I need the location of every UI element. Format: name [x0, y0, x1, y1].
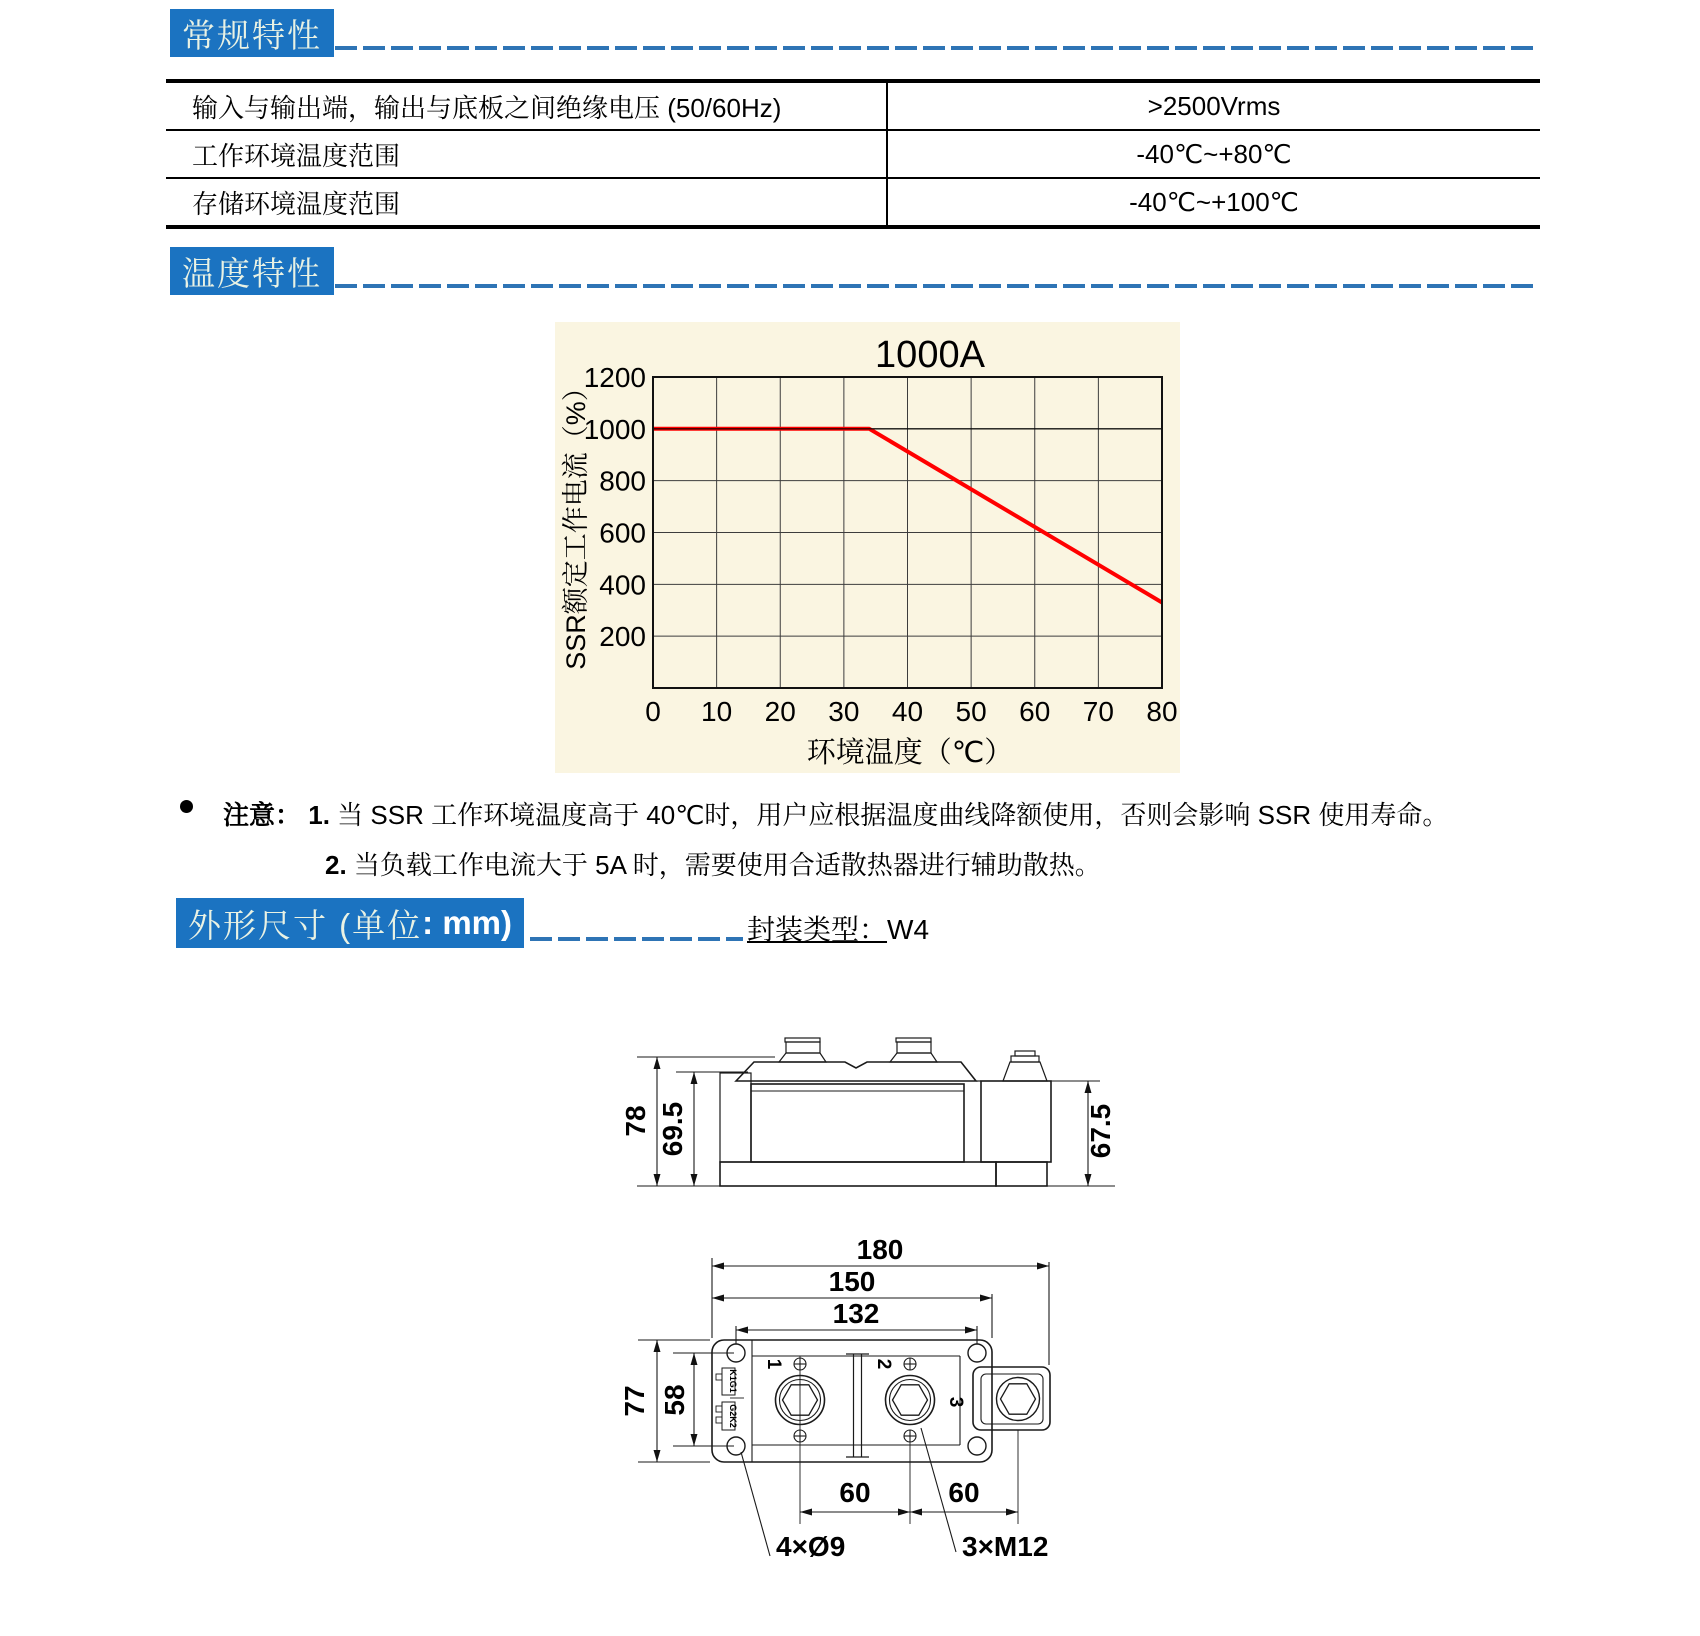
- annotation-holes: 4×Ø9: [776, 1531, 846, 1562]
- x-tick-label: 0: [645, 696, 661, 727]
- section-title-temperature: 温度特性: [182, 254, 322, 292]
- spec-label: 存储环境温度范围: [166, 179, 888, 225]
- y-tick-label: 200: [599, 621, 646, 653]
- dim-height-total: 78: [620, 1105, 651, 1137]
- dim-pitch-b: 60: [948, 1477, 980, 1508]
- top-view: [712, 1340, 1050, 1556]
- note-text-2: 当负载工作电流大于 5A 时，需要使用合适散热器进行辅助散热。: [353, 850, 1101, 880]
- spec-row: [166, 179, 1540, 229]
- annotation-threads: 3×M12: [962, 1531, 1049, 1562]
- dim-height-holes: 58: [659, 1384, 690, 1416]
- package-type-label: 封装类型：: [747, 914, 888, 945]
- section-divider-dashes: [335, 46, 1537, 50]
- section-title-dimensions: 外形尺寸 (单位: [188, 906, 423, 944]
- section-divider-dashes-short: [530, 937, 743, 941]
- dim-height-body: 69.5: [657, 1101, 688, 1157]
- note-label: 注意：: [223, 800, 302, 830]
- terminal-label-2: 2: [873, 1358, 894, 1370]
- section-title-unit: : mm): [422, 904, 513, 941]
- x-tick-label: 20: [764, 696, 796, 727]
- x-tick-label: 10: [701, 696, 733, 727]
- x-tick-label: 30: [828, 696, 860, 727]
- note-line-2: [325, 845, 1101, 882]
- x-tick-label: 50: [955, 696, 987, 727]
- spec-label: 工作环境温度范围: [166, 131, 888, 177]
- package-type: [747, 908, 929, 948]
- derating-chart-svg: [555, 322, 1180, 773]
- dim-height-body-top: 77: [619, 1385, 650, 1417]
- outline-drawing: [610, 1020, 1130, 1580]
- y-axis-label: SSR额定工作电流（%）: [561, 374, 591, 670]
- note-num-2: 2.: [325, 850, 347, 880]
- dim-width-holes: 132: [832, 1298, 880, 1329]
- derating-chart: [555, 322, 1180, 773]
- dim-width-body: 150: [828, 1266, 876, 1297]
- note-text-1: 当 SSR 工作环境温度高于 40℃时，用户应根据温度曲线降额使用，否则会影响 SSR 使用寿命。: [337, 800, 1449, 830]
- y-tick-label: 600: [599, 517, 646, 549]
- port-label-a: K1G1: [728, 1369, 738, 1393]
- side-view-dimensions: [637, 1057, 1100, 1186]
- x-tick-label: 40: [891, 696, 924, 727]
- spec-row: [166, 131, 1540, 179]
- section-header-temperature: [170, 247, 334, 295]
- section-header-general: [170, 9, 334, 57]
- x-tick-label: 70: [1082, 696, 1114, 727]
- spec-value: -40℃~+80℃: [1136, 138, 1292, 169]
- section-title-general: 常规特性: [182, 16, 322, 54]
- note-bullet: [180, 800, 193, 813]
- x-tick-label: 60: [1019, 696, 1051, 727]
- note-line-1: [223, 795, 1448, 832]
- spec-row: [166, 83, 1540, 131]
- x-axis-label: 环境温度（℃）: [806, 737, 1014, 769]
- spec-value: >2500Vrms: [1147, 90, 1281, 121]
- spec-label: 输入与输出端，输出与底板之间绝缘电压 (50/60Hz): [166, 83, 888, 129]
- y-tick-label: 1200: [583, 362, 646, 393]
- terminal-label-1: 1: [763, 1358, 784, 1370]
- x-tick-label: 80: [1146, 696, 1178, 727]
- chart-title: 1000A: [875, 334, 985, 376]
- port-label-b: G2K2: [728, 1404, 738, 1428]
- package-type-value: W4: [887, 914, 930, 945]
- section-divider-dashes: [335, 284, 1537, 288]
- dim-width-total: 180: [856, 1234, 904, 1265]
- dim-pitch-a: 60: [839, 1477, 871, 1508]
- spec-value: -40℃~+100℃: [1129, 186, 1299, 217]
- section-header-dimensions: [176, 898, 524, 948]
- side-view: [637, 1038, 1115, 1186]
- y-tick-label: 1000: [583, 413, 646, 445]
- dim-height-right: 67.5: [1085, 1103, 1116, 1159]
- terminal-label-3: 3: [945, 1396, 966, 1408]
- y-tick-label: 400: [599, 569, 646, 601]
- spec-table: [166, 79, 1540, 229]
- y-tick-label: 800: [599, 465, 646, 497]
- note-num-1: 1.: [308, 800, 330, 830]
